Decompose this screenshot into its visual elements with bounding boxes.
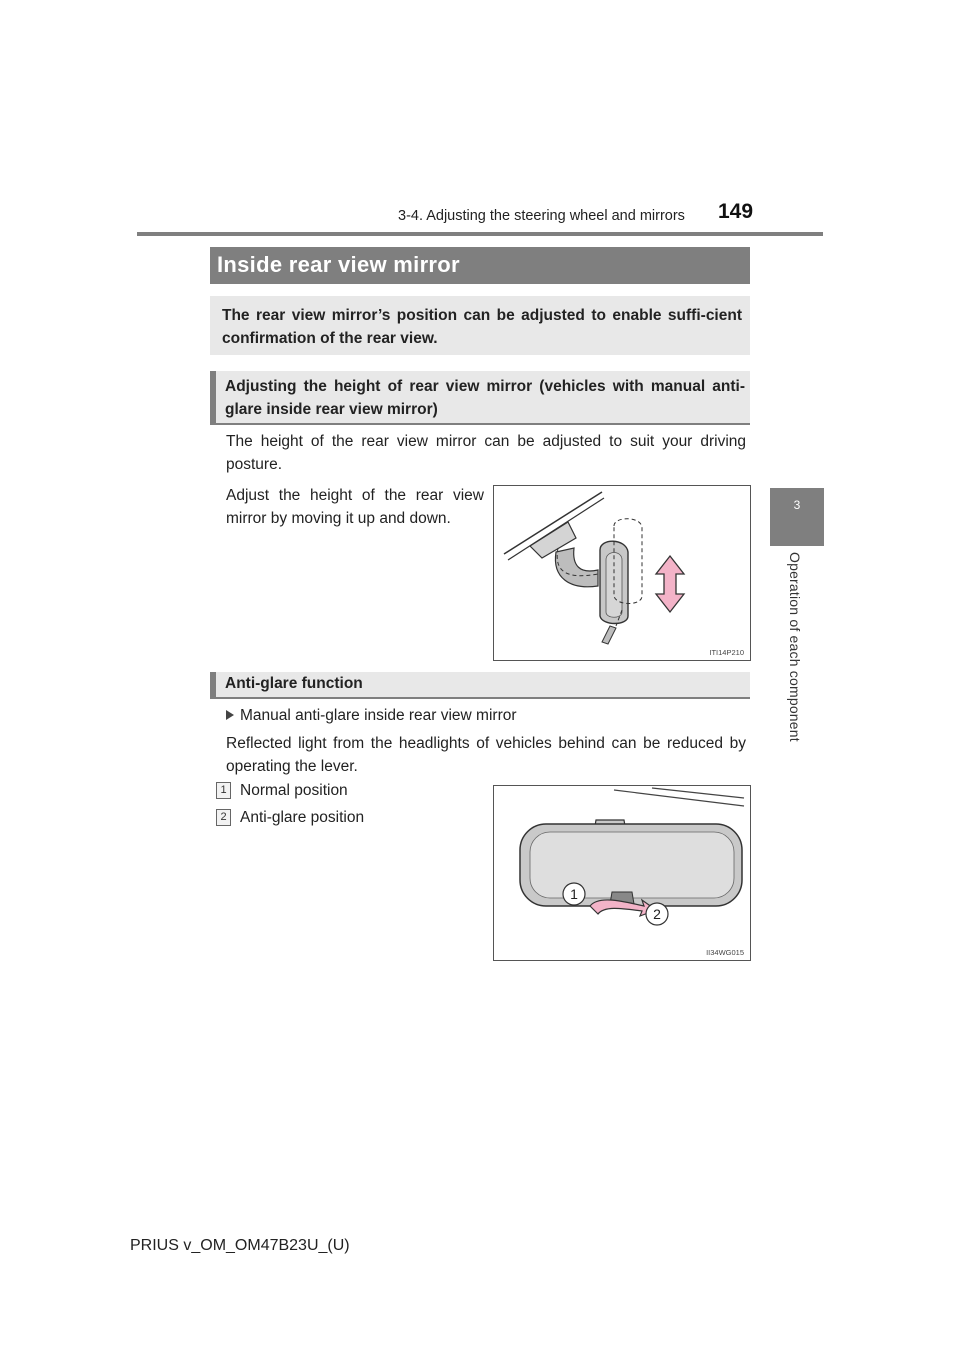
bullet-text: Manual anti-glare inside rear view mirror — [240, 707, 517, 724]
item-number-badge: 2 — [216, 809, 231, 826]
list-item — [216, 809, 364, 827]
figure-code: ITI14P210 — [709, 648, 744, 657]
antiglare-illustration — [494, 786, 750, 960]
chapter-number: 3 — [793, 498, 801, 512]
section-heading-height — [210, 371, 750, 423]
paragraph-height-instruction: Adjust the height of the rear view mirror by moving it up and down. — [226, 487, 484, 527]
bullet-triangle-icon — [226, 710, 234, 720]
figure-code: II34WG015 — [706, 948, 744, 957]
item-label: Normal position — [240, 782, 348, 799]
footer-manual-id: PRIUS v_OM_OM47B23U_(U) — [130, 1237, 350, 1254]
chapter-title: Operation of each component — [787, 552, 803, 742]
chapter-tab — [770, 488, 824, 546]
section-breadcrumb: 3-4. Adjusting the steering wheel and mirrors — [398, 208, 685, 224]
section-heading-antiglare-text: Anti-glare function — [225, 675, 363, 692]
paragraph-antiglare: Reflected light from the headlights of vehicles behind can be reduced by operating the lever. — [226, 735, 746, 775]
page-title: Inside rear view mirror — [217, 252, 460, 277]
section-heading-antiglare — [210, 672, 750, 697]
intro-text: The rear view mirror’s position can be adjusted to enable suffi-cient confirmation of the rear view. — [222, 307, 742, 347]
paragraph-height-intro: The height of the rear view mirror can be adjusted to suit your driving posture. — [226, 433, 746, 473]
figure-mirror-height — [493, 485, 751, 661]
callout-2-label: 2 — [653, 906, 661, 922]
figure-antiglare-lever — [493, 785, 751, 961]
chapter-title-tab — [770, 550, 824, 750]
item-number-badge: 1 — [216, 782, 231, 799]
page-title-bar — [210, 247, 750, 284]
intro-box — [210, 296, 750, 355]
header-rule — [137, 232, 823, 236]
item-label: Anti-glare position — [240, 809, 365, 826]
page-number: 149 — [718, 200, 754, 223]
list-item — [216, 782, 348, 800]
bullet-manual-antiglare — [226, 704, 746, 727]
section-heading-height-text: Adjusting the height of rear view mirror (vehicles with manual anti-glare inside rear view mirror) — [225, 378, 745, 418]
callout-1-label: 1 — [570, 886, 578, 902]
mirror-height-illustration — [494, 486, 750, 660]
